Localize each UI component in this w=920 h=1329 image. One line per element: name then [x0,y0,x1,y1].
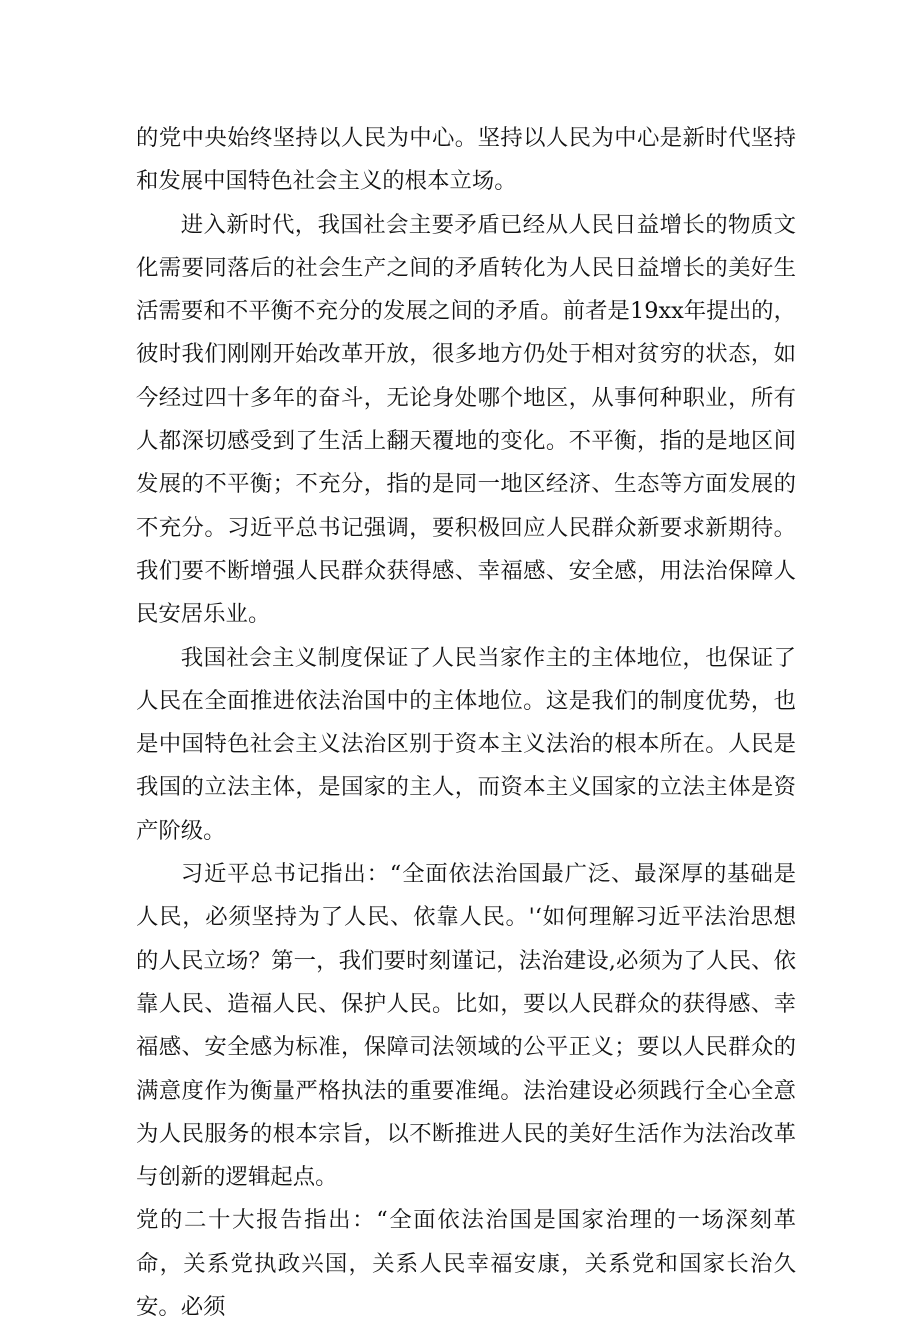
paragraph-1: 的党中央始终坚持以人民为中心。坚持以人民为中心是新时代坚持和发展中国特色社会主义的根本立场。 [136,125,796,195]
paragraph-3: 我国社会主义制度保证了人民当家作主的主体地位，也保证了人民在全面推进依法治国中的主体地位。这是我们的制度优势，也是中国特色社会主义法治区别于资本主义法治的根本所在。人民是我国的立法主体，是国家的主人，而资本主义国家的立法主体是资产阶级。 [136,644,796,844]
document-body [136,117,796,1329]
paragraph-2: 进入新时代，我国社会主要矛盾已经从人民日益增长的物质文化需要同落后的社会生产之间的矛盾转化为人民日益增长的美好生活需要和不平衡不充分的发展之间的矛盾。前者是19xx年提出的，彼时我们刚刚开始改革开放，很多地方仍处于相对贫穷的状态，如今经过四十多年的奋斗，无论身处哪个地区，从事何种职业，所有人都深切感受到了生活上翻天覆地的变化。不平衡，指的是地区间发展的不平衡；不充分，指的是同一地区经济、生态等方面发展的不充分。习近平总书记强调，要积极回应人民群众新要求新期待。我们要不断增强人民群众获得感、幸福感、安全感，用法治保障人民安居乐业。 [136,211,796,628]
paragraph-5: 党的二十大报告指出：“全面依法治国是国家治理的一场深刻革命，关系党执政兴国，关系人民幸福安康，关系党和国家长治久安。必须 [136,1207,796,1321]
paragraph-4: 习近平总书记指出：“全面依法治国最广泛、最深厚的基础是人民，必须坚持为了人民、依靠人民。'‘如何理解习近平法治思想的人民立场？第一，我们要时刻谨记，法治建设,必须为了人民、依靠人民、造福人民、保护人民。比如，要以人民群众的获得感、幸福感、安全感为标准，保障司法领域的公平正义；要以人民群众的满意度作为衡量严格执法的重要准绳。法治建设必须践行全心全意为人民服务的根本宗旨，以不断推进人民的美好生活作为法治改革与创新的逻辑起点。 [136,861,796,1191]
